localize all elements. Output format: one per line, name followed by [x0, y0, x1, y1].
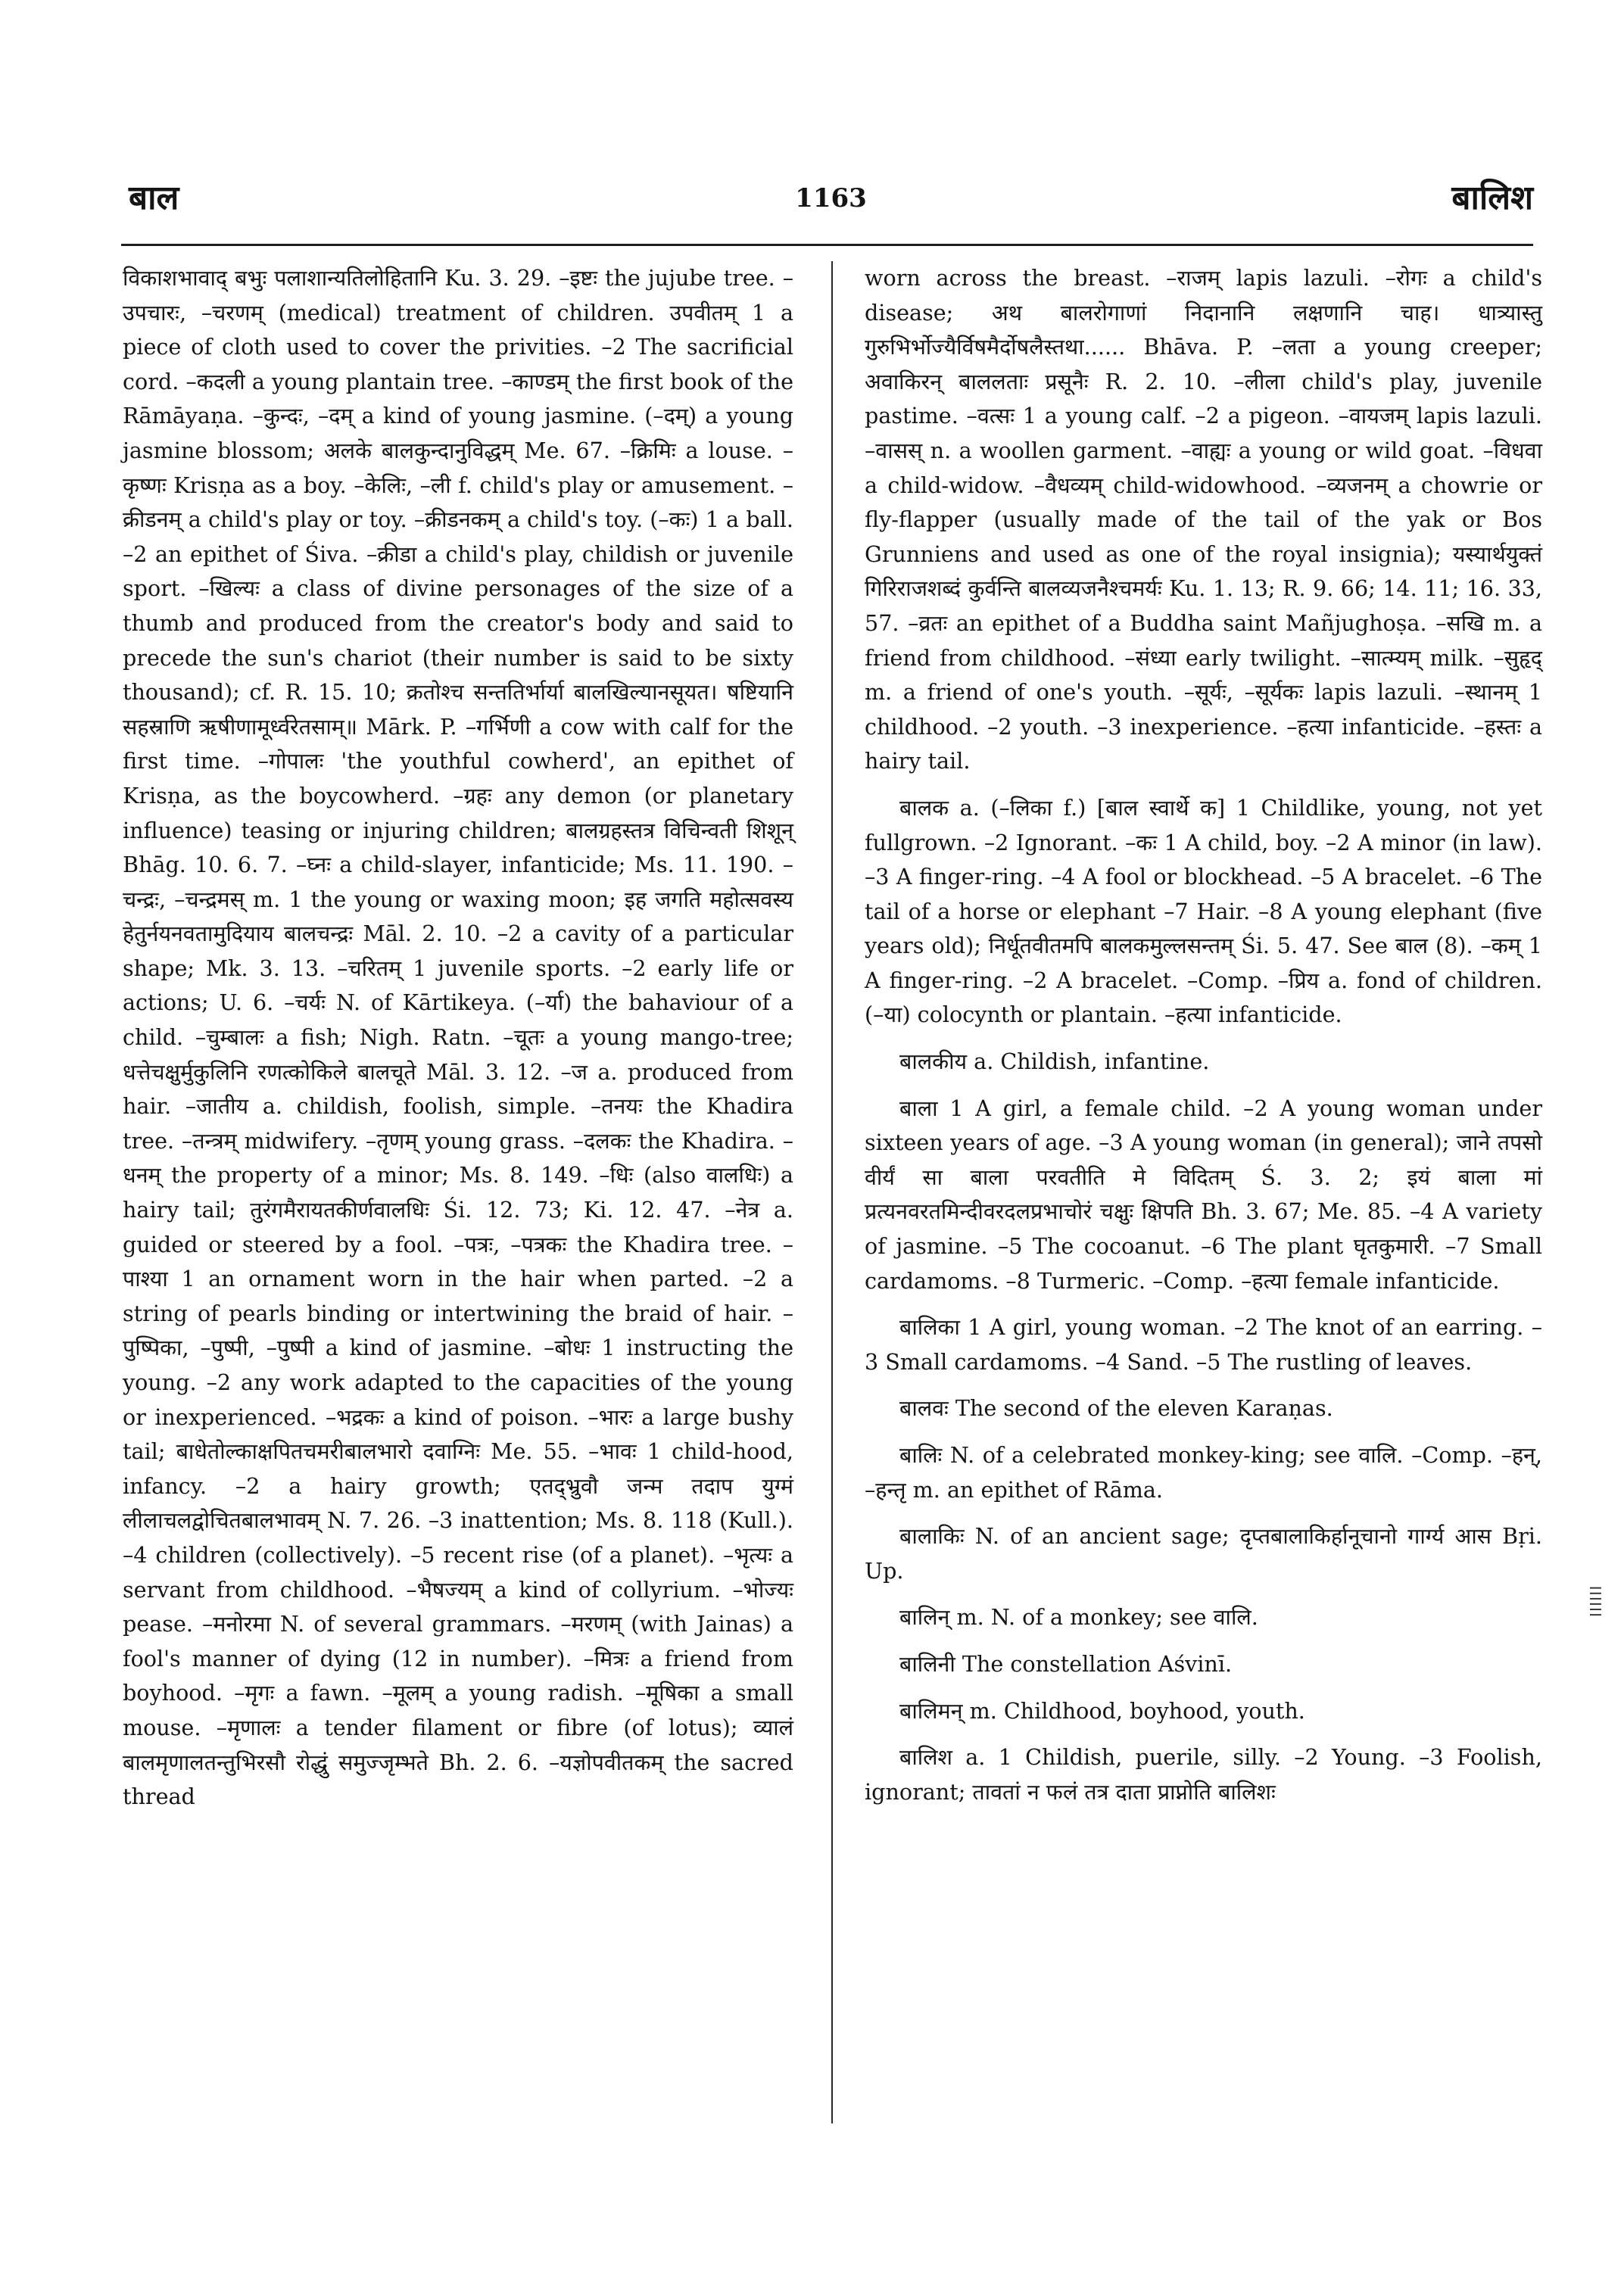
- entry-bali: बालिः N. of a celebrated monkey-king; see वालि. –Comp. –हन्, –हन्तृ m. an epithet of Rāma.: [865, 1442, 1542, 1503]
- right-running-headword: बालिश: [1451, 179, 1533, 217]
- entry-balava: बालवः The second of the eleven Karaṇas.: [899, 1395, 1333, 1422]
- page-header: [129, 176, 1533, 229]
- right-column: [865, 261, 1542, 1809]
- left-column: [123, 261, 793, 1815]
- entry-balakiya: बालकीय a. Childish, infantine.: [899, 1048, 1210, 1075]
- header-rule: [121, 244, 1533, 246]
- page-number: 1163: [795, 183, 867, 213]
- entry-balaki: बालाकिः N. of an ancient sage; दृप्तबालाकिर्हानूचानो गार्ग्य आस Bṛi. Up.: [865, 1523, 1542, 1584]
- entry-baliman: बालिमन् m. Childhood, boyhood, youth.: [899, 1697, 1305, 1724]
- entry-balini: बालिनी The constellation Aśvinī.: [899, 1650, 1233, 1677]
- column-divider: [831, 261, 833, 2123]
- entry-bala-compounds-part1: विकाशभावाद् बभुः पलाशान्यतिलोहितानि Ku. 3. 29. –इष्टः the jujube tree. –उपचारः, –चरणम् (medical) treatment of children. उपवीतम् 1 a piece of cloth used to cover the privities. –2 The sacrificial cord. –कदली a young plantain tree. –काण्डम् the first book of the Rāmāyaṇa. –कुन्दः, –दम् a kind of young jasmine. (–दम्) a young jasmine blossom; अलके बालकुन्दानुविद्धम् Me. 67. –क्रिमिः a louse. –कृष्णः Krisṇa as a boy. –केलिः, –ली f. child's play or amusement. –क्रीडनम् a child's play or toy. –क्रीडनकम् a child's toy. (–कः) 1 a ball. –2 an epithet of Śiva. –क्रीडा a child's play, childish or juvenile sport. –खिल्यः a class of divine personages of the size of a thumb and produced from the creator's body and said to precede the sun's chariot (their number is said to be sixty thousand); cf. R. 15. 10; क्रतोश्च सन्ततिर्भार्या बालखिल्यानसूयत। षष्टियानि सहस्राणि ऋषीणामूर्ध्वरेतसाम्॥ Mārk. P. –गर्भिणी a cow with calf for the first time. –गोपालः 'the youthful cowherd', an epithet of Krisṇa, as the boycowherd. –ग्रहः any demon (or planetary influence) teasing or injuring children; बालग्रहस्तत्र विचिन्वती शिशून् Bhāg. 10. 6. 7. –घ्नः a child-slayer, infanticide; Ms. 11. 190. –चन्द्रः, –चन्द्रमस् m. 1 the young or waxing moon; इह जगति महोत्सवस्य हेतुर्नयनवतामुदियाय बालचन्द्रः Māl. 2. 10. –2 a cavity of a particular shape; Mk. 3. 13. –चरितम् 1 juvenile sports. –2 early life or actions; U. 6. –चर्यः N. of Kārtikeya. (–र्या) the bahaviour of a child. –चुम्बालः a fish; Nigh. Ratn. –चूतः a young mango-tree; धत्तेचक्षुर्मुकुलिनि रणत्कोकिले बालचूते Māl. 3. 12. –ज a. produced from hair. –जातीय a. childish, foolish, simple. –तनयः the Khadira tree. –तन्त्रम् midwifery. –तृणम् young grass. –दलकः the Khadira. –धनम् the property of a minor; Ms. 8. 149. –धिः (also वालधिः) a hairy tail; तुरंगमैरायतकीर्णवालधिः Śi. 12. 73; Ki. 12. 47. –नेत्र a. guided or steered by a fool. –पत्रः, –पत्रकः the Khadira tree. –पाश्या 1 an ornament worn in the hair when parted. –2 a string of pearls binding or intertwining the braid of hair. –पुष्पिका, –पुष्पी, –पुष्पी a kind of jasmine. –बोधः 1 instructing the young. –2 any work adapted to the capacities of the young or inexperienced. –भद्रकः a kind of poison. –भारः a large bushy tail; बाधेतोल्काक्षपितचमरीबालभारो दवाग्निः Me. 55. –भावः 1 child-hood, infancy. –2 a hairy growth; एतद्भ्रुवौ जन्म तदाप युग्मं लीलाचलद्वोचितबालभावम् N. 7. 26. –3 inattention; Ms. 8. 118 (Kull.). –4 children (collectively). –5 recent rise (of a planet). –भृत्यः a servant from childhood. –भैषज्यम् a kind of collyrium. –भोज्यः pease. –मनोरमा N. of several grammars. –मरणम् (with Jainas) a fool's manner of dying (12 in number). –मित्रः a friend from boyhood. –मृगः a fawn. –मूलम् a young radish. –मूषिका a small mouse. –मृणालः a tender filament or fibre (of lotus); व्यालं बालमृणालतन्तुभिरसौ रोद्धुं समुज्जृम्भते Bh. 2. 6. –यज्ञोपवीतकम् the sacred thread: [123, 265, 793, 1810]
- entry-balin: बालिन् m. N. of a monkey; see वालि.: [899, 1604, 1258, 1631]
- entry-balisha: बालिश a. 1 Childish, puerile, silly. –2 Young. –3 Foolish, ignorant; तावतां न फलं तत्र दाता प्राप्नोति बालिशः: [865, 1744, 1542, 1805]
- entry-balaka: बालक a. (–लिका f.) [बाल स्वार्थे क] 1 Childlike, young, not yet fullgrown. –2 Ignorant. –कः 1 A child, boy. –2 A minor (in law). –3 A finger-ring. –4 A fool or blockhead. –5 A bracelet. –6 The tail of a horse or elephant –7 Hair. –8 A young elephant (five years old); निर्धूतवीतमपि बालकमुल्लसन्तम् Śi. 5. 47. See बाल (8). –कम् 1 A finger-ring. –2 A bracelet. –Comp. –प्रिय a. fond of children. (–या) colocynth or plantain. –हत्या infanticide.: [865, 794, 1542, 1028]
- entry-bala-compounds-part2: worn across the breast. –राजम् lapis lazuli. –रोगः a child's disease; अथ बालरोगाणां निदानानि लक्षणानि चाह। धात्र्यास्तु गुरुभिर्भोज्यैर्विषमैर्दोषलैस्तथा...... Bhāva. P. –लता a young creeper; अवाकिरन् बाललताः प्रसूनैः R. 2. 10. –लीला child's play, juvenile pastime. –वत्सः 1 a young calf. –2 a pigeon. –वायजम् lapis lazuli. –वासस् n. a woollen garment. –वाह्यः a young or wild goat. –विधवा a child-widow. –वैधव्यम् child-widowhood. –व्यजनम् a chowrie or fly-flapper (usually made of the tail of the yak or Bos Grunniens and used as one of the royal insignia); यस्यार्थयुक्तं गिरिराजशब्दं कुर्वन्ति बालव्यजनैश्चमर्यः Ku. 1. 13; R. 9. 66; 14. 11; 16. 33, 57. –व्रतः an epithet of a Buddha saint Mañjughoṣa. –सखि m. a friend from childhood. –संध्या early twilight. –सात्म्यम् milk. –सुहृद् m. a friend of one's youth. –सूर्यः, –सूर्यकः lapis lazuli. –स्थानम् 1 childhood. –2 youth. –3 inexperience. –हत्या infanticide. –हस्तः a hairy tail.: [865, 265, 1542, 774]
- entry-bala-feminine: बाला 1 A girl, a female child. –2 A young woman under sixteen years of age. –3 A young woman (in general); जाने तपसो वीर्यं सा बाला परवतीति मे विदितम् Ś. 3. 2; इयं बाला मां प्रत्यनवरतमिन्दीवरदलप्रभाचोरं चक्षुः क्षिपति Bh. 3. 67; Me. 85. –4 A variety of jasmine. –5 The cocoanut. –6 The plant घृतकुमारी. –7 Small cardamoms. –8 Turmeric. –Comp. –हत्या female infanticide.: [865, 1095, 1542, 1294]
- margin-mark: ।।।।।।: [1585, 1584, 1607, 1616]
- entry-balika: बालिका 1 A girl, young woman. –2 The knot of an earring. –3 Small cardamoms. –4 Sand. –5 The rustling of leaves.: [865, 1314, 1542, 1375]
- left-running-headword: बाल: [129, 179, 179, 217]
